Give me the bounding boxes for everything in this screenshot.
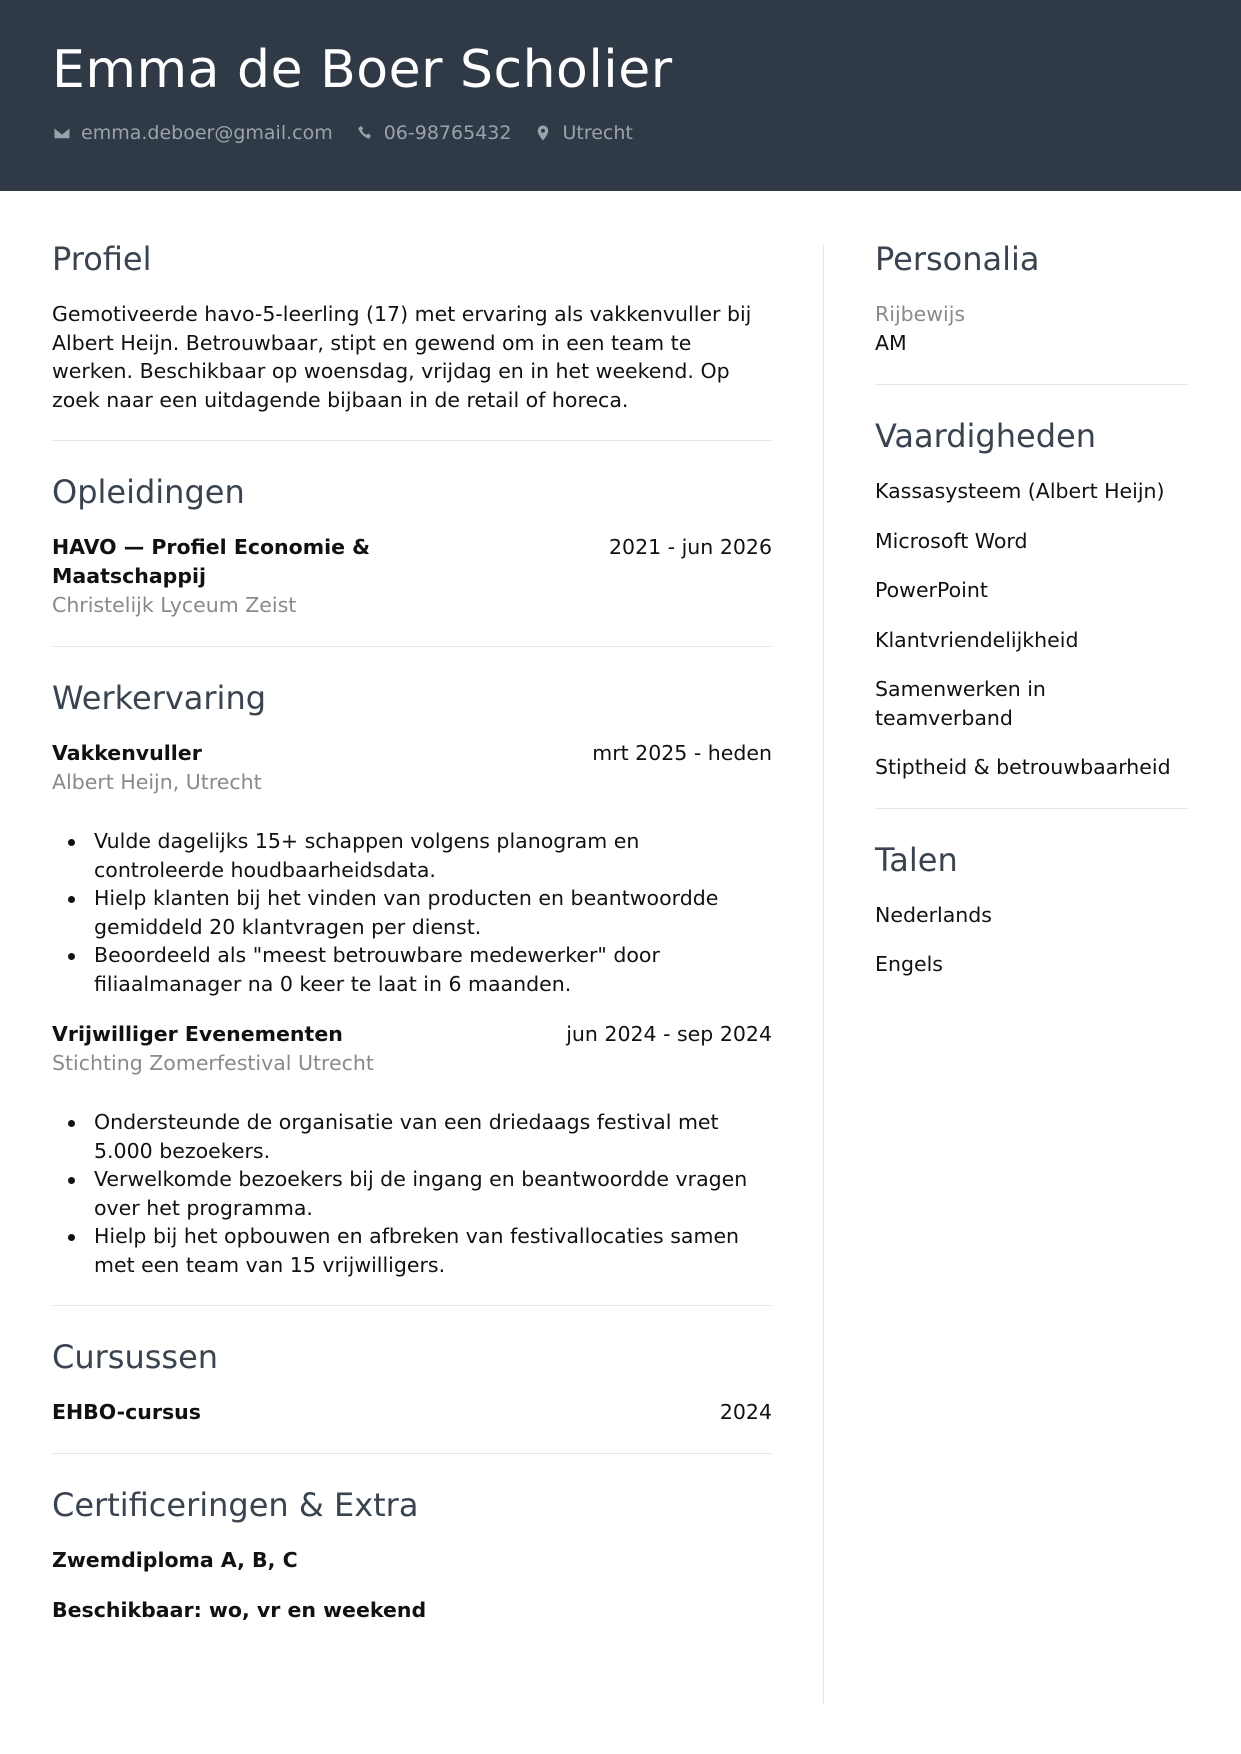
job-title: Vrijwilliger Evenementen bbox=[52, 1022, 343, 1046]
phone-text: 06-98765432 bbox=[383, 122, 512, 144]
email-text: emma.deboer@gmail.com bbox=[81, 122, 333, 144]
course-title: EHBO-cursus bbox=[52, 1400, 201, 1424]
languages-section bbox=[875, 841, 1188, 979]
profile-section bbox=[52, 240, 772, 414]
job-date: mrt 2025 - heden bbox=[592, 741, 772, 765]
experience-entry bbox=[52, 739, 772, 998]
candidate-name: Emma de Boer Scholier bbox=[52, 40, 673, 100]
courses-section bbox=[52, 1338, 772, 1427]
course-entry bbox=[52, 1398, 772, 1427]
language-item: Engels bbox=[875, 952, 943, 976]
job-bullets bbox=[52, 827, 772, 998]
education-school: Christelijk Lyceum Zeist bbox=[52, 593, 297, 617]
section-divider bbox=[52, 646, 772, 647]
section-divider bbox=[52, 440, 772, 441]
section-divider bbox=[875, 384, 1188, 385]
education-date: 2021 - jun 2026 bbox=[609, 535, 772, 559]
envelope-icon bbox=[52, 123, 72, 143]
section-title: Cursussen bbox=[52, 1338, 219, 1376]
main-column bbox=[52, 240, 772, 1646]
education-title: HAVO — Profiel Economie & Maatschappij bbox=[52, 535, 371, 588]
list-item: Hielp klanten bij het vinden van producten en beantwoordde gemiddeld 20 klantvragen per dienst. bbox=[52, 884, 772, 941]
experience-section bbox=[52, 679, 772, 1279]
section-title: Certificeringen & Extra bbox=[52, 1486, 419, 1524]
section-title: Opleidingen bbox=[52, 473, 245, 511]
personal-section bbox=[875, 240, 1188, 358]
section-divider bbox=[875, 808, 1188, 809]
skill-item: Samenwerken in teamverband bbox=[875, 677, 1046, 730]
education-entry bbox=[52, 533, 772, 591]
section-title: Personalia bbox=[875, 240, 1040, 278]
section-title: Vaardigheden bbox=[875, 417, 1096, 455]
job-title: Vakkenvuller bbox=[52, 741, 202, 765]
education-section bbox=[52, 473, 772, 620]
profile-text: Gemotiveerde havo-5-leerling (17) met ervaring als vakkenvuller bij Albert Heijn. Betrouwbaar, stipt en gewend om in een team te werken. Beschikbaar op woensdag, vrijdag en in het weekend. Op zoek naar een uitdagende bijbaan in de retail of horeca. bbox=[52, 302, 752, 412]
job-employer: Albert Heijn, Utrecht bbox=[52, 770, 262, 794]
list-item: Verwelkomde bezoekers bij de ingang en beantwoordde vragen over het programma. bbox=[52, 1165, 772, 1222]
cert-item: Zwemdiploma A, B, C bbox=[52, 1548, 298, 1572]
contact-location bbox=[533, 122, 632, 144]
skill-item: Kassasysteem (Albert Heijn) bbox=[875, 479, 1165, 503]
language-item: Nederlands bbox=[875, 902, 992, 927]
job-bullets bbox=[52, 1108, 772, 1279]
section-title: Werkervaring bbox=[52, 679, 267, 717]
certs-section bbox=[52, 1486, 772, 1625]
map-pin-icon bbox=[533, 123, 553, 143]
side-column bbox=[875, 240, 1188, 1000]
section-divider bbox=[52, 1305, 772, 1306]
job-date: jun 2024 - sep 2024 bbox=[566, 1022, 772, 1046]
skill-item: Microsoft Word bbox=[875, 528, 1028, 553]
license-label: Rijbewijs bbox=[875, 302, 966, 326]
contact-phone[interactable] bbox=[355, 122, 512, 144]
list-item: Ondersteunde de organisatie van een driedaags festival met 5.000 bezoekers. bbox=[52, 1108, 772, 1165]
experience-entry bbox=[52, 1020, 772, 1279]
license-value: AM bbox=[875, 331, 907, 355]
section-title: Profiel bbox=[52, 240, 152, 278]
contact-bar bbox=[52, 122, 655, 144]
list-item: Beoordeeld als "meest betrouwbare medewerker" door filiaalmanager na 0 keer te laat in 6 maanden. bbox=[52, 941, 772, 998]
course-date: 2024 bbox=[719, 1400, 772, 1424]
list-item: Vulde dagelijks 15+ schappen volgens planogram en controleerde houdbaarheidsdata. bbox=[52, 827, 772, 884]
phone-icon bbox=[355, 123, 375, 143]
list-item: Hielp bij het opbouwen en afbreken van festivallocaties samen met een team van 15 vrijwilligers. bbox=[52, 1222, 772, 1279]
cert-item: Beschikbaar: wo, vr en weekend bbox=[52, 1598, 427, 1622]
section-title: Talen bbox=[875, 840, 958, 879]
skill-item: Stiptheid & betrouwbaarheid bbox=[875, 755, 1171, 779]
skill-item: PowerPoint bbox=[875, 578, 988, 602]
section-divider bbox=[52, 1453, 772, 1454]
column-divider bbox=[823, 244, 824, 1704]
location-text: Utrecht bbox=[562, 122, 633, 144]
skills-section bbox=[875, 417, 1188, 782]
job-employer: Stichting Zomerfestival Utrecht bbox=[52, 1051, 374, 1075]
skill-item: Klantvriendelijkheid bbox=[875, 627, 1079, 652]
contact-email[interactable] bbox=[52, 122, 333, 144]
resume-header bbox=[0, 0, 1241, 191]
